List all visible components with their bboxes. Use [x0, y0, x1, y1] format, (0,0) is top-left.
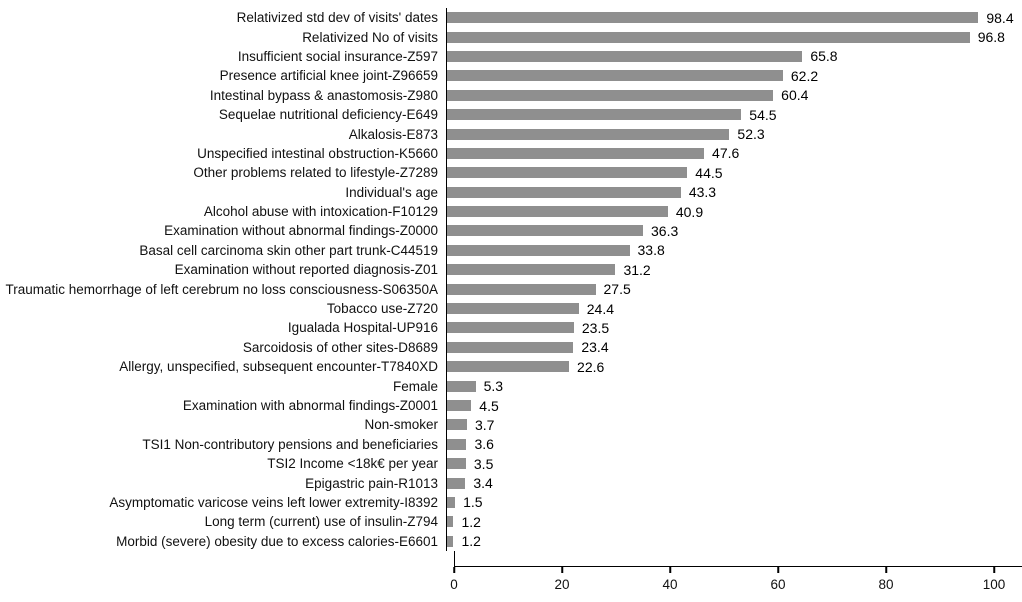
chart-row — [0, 66, 1022, 85]
chart-row — [0, 144, 1022, 163]
bar-cell — [446, 8, 1022, 27]
bar-cell — [446, 532, 1022, 551]
value-label: 5.3 — [483, 378, 504, 395]
bar-cell — [446, 241, 1022, 260]
value-label: 65.8 — [810, 48, 838, 65]
chart-row — [0, 376, 1022, 395]
value-label: 3.5 — [473, 455, 494, 472]
value-label: 98.4 — [986, 9, 1014, 26]
category-label: Examination without reported diagnosis-Z01 — [174, 262, 438, 278]
category-label: Intestinal bypass & anastomosis-Z980 — [209, 87, 438, 103]
bar-cell — [446, 415, 1022, 434]
bar-cell — [446, 163, 1022, 182]
x-tick-label: 60 — [770, 576, 786, 592]
chart-row — [0, 473, 1022, 492]
category-label: Presence artificial knee joint-Z96659 — [219, 68, 438, 84]
x-axis — [0, 566, 1022, 602]
bar — [447, 167, 687, 178]
value-label: 44.5 — [695, 164, 723, 181]
category-label: Examination without abnormal findings-Z0000 — [164, 223, 438, 239]
x-tick — [453, 567, 455, 573]
category-label: Morbid (severe) obesity due to excess calories-E6601 — [116, 533, 438, 549]
bar — [447, 245, 630, 256]
category-label: TSI2 Income <18k€ per year — [267, 456, 438, 472]
bar-cell — [446, 435, 1022, 454]
value-label: 33.8 — [637, 242, 665, 259]
chart-row — [0, 493, 1022, 512]
bar-cell — [446, 338, 1022, 357]
value-label: 23.5 — [581, 319, 610, 336]
x-tick-label: 100 — [982, 576, 1006, 592]
x-axis-spacer — [0, 566, 454, 602]
bar — [447, 497, 455, 508]
x-axis-line — [450, 566, 1022, 602]
chart-row — [0, 260, 1022, 279]
chart-row — [0, 299, 1022, 318]
x-tick-label: 0 — [450, 576, 458, 592]
value-label: 3.7 — [474, 416, 495, 433]
x-tick — [669, 567, 671, 573]
category-label: Examination with abnormal findings-Z0001 — [182, 398, 438, 413]
chart-row — [0, 183, 1022, 202]
value-label: 22.6 — [577, 358, 605, 375]
category-label: Female — [392, 378, 438, 394]
axis-gap — [0, 551, 1022, 566]
value-label: 31.2 — [623, 261, 651, 278]
value-label: 62.2 — [790, 67, 819, 84]
chart-row — [0, 396, 1022, 415]
value-label: 1.2 — [461, 533, 481, 550]
category-label: Basal cell carcinoma skin other part trunk-C44519 — [139, 242, 438, 258]
bar-cell — [446, 473, 1022, 492]
category-label: Igualada Hospital-UP916 — [287, 320, 438, 336]
chart-row — [0, 202, 1022, 221]
y-axis-line — [454, 551, 1022, 566]
bar — [447, 187, 681, 198]
bar-cell — [446, 202, 1022, 221]
x-tick-label: 80 — [878, 576, 894, 592]
value-label: 43.3 — [688, 184, 717, 201]
category-label: TSI1 Non-contributory pensions and beneficiaries — [142, 436, 438, 452]
axis-gap-spacer — [0, 551, 454, 566]
x-tick — [885, 567, 887, 573]
chart-row — [0, 338, 1022, 357]
bar — [447, 109, 741, 120]
chart-row — [0, 435, 1022, 454]
chart-row — [0, 318, 1022, 337]
chart-row — [0, 415, 1022, 434]
bar-cell — [446, 183, 1022, 202]
bar — [447, 264, 615, 275]
bar — [447, 536, 453, 547]
bar-cell — [446, 124, 1022, 143]
x-tick — [993, 567, 995, 573]
value-label: 36.3 — [651, 222, 679, 239]
chart-row — [0, 163, 1022, 182]
category-label: Non-smoker — [364, 417, 438, 433]
bar-cell — [446, 86, 1022, 105]
category-label: Other problems related to lifestyle-Z7289 — [193, 165, 438, 181]
category-label: Tobacco use-Z720 — [326, 301, 438, 317]
value-label: 24.4 — [586, 300, 614, 317]
bar — [447, 478, 465, 489]
bar — [447, 439, 466, 450]
category-label: Individual's age — [345, 184, 438, 200]
chart-row — [0, 86, 1022, 105]
category-label: Relativized std dev of visits' dates — [236, 10, 438, 26]
bar-cell — [446, 299, 1022, 318]
chart-row — [0, 532, 1022, 551]
plot-area — [0, 8, 1022, 551]
category-label: Asymptomatic varicose veins left lower extremity-I8392 — [109, 494, 438, 510]
chart-row — [0, 454, 1022, 473]
bar-cell — [446, 47, 1022, 66]
chart-row — [0, 124, 1022, 143]
category-label: Long term (current) use of insulin-Z794 — [204, 514, 438, 530]
category-label: Unspecified intestinal obstruction-K5660 — [197, 145, 438, 161]
value-label: 27.5 — [603, 281, 631, 298]
chart-row — [0, 221, 1022, 240]
bar-cell — [446, 357, 1022, 376]
bar — [447, 284, 596, 295]
bar-cell — [446, 454, 1022, 473]
bar-cell — [446, 279, 1022, 298]
bar — [447, 322, 574, 333]
bar — [447, 206, 668, 217]
value-label: 47.6 — [712, 145, 740, 162]
category-label: Insufficient social insurance-Z597 — [237, 48, 438, 64]
value-label: 1.5 — [463, 494, 483, 511]
x-tick — [777, 567, 779, 573]
bar — [447, 70, 783, 81]
category-label: Relativized No of visits — [302, 29, 438, 45]
value-label: 3.6 — [474, 436, 494, 453]
bar-cell — [446, 376, 1022, 395]
bar-cell — [446, 318, 1022, 337]
x-tick-label: 20 — [554, 576, 570, 592]
value-label: 60.4 — [781, 87, 809, 104]
bar-cell — [446, 493, 1022, 512]
category-label: Alcohol abuse with intoxication-F10129 — [203, 204, 438, 220]
bar-cell — [446, 66, 1022, 85]
bar — [447, 129, 729, 140]
chart-row — [0, 47, 1022, 66]
x-tick — [561, 567, 563, 573]
chart-row — [0, 241, 1022, 260]
category-label: Traumatic hemorrhage of left cerebrum no loss consciousness-S06350A — [5, 281, 438, 297]
category-label: Sequelae nutritional deficiency-E649 — [218, 107, 438, 123]
category-label: Epigastric pain-R1013 — [305, 475, 438, 491]
bar — [447, 148, 704, 159]
bar — [447, 381, 476, 392]
bar — [447, 12, 978, 23]
bar — [447, 361, 569, 372]
value-label: 4.5 — [479, 397, 499, 414]
bar — [447, 458, 466, 469]
bar-cell — [446, 144, 1022, 163]
value-label: 23.4 — [581, 339, 609, 356]
category-label: Alkalosis-E873 — [348, 126, 438, 142]
bar — [447, 400, 471, 411]
bar — [447, 516, 453, 527]
bar-cell — [446, 221, 1022, 240]
value-label: 40.9 — [675, 203, 704, 220]
bar — [447, 419, 467, 430]
value-label: 3.4 — [473, 475, 493, 492]
value-label: 54.5 — [749, 106, 777, 123]
bar — [447, 342, 573, 353]
chart-row — [0, 357, 1022, 376]
bar-cell — [446, 512, 1022, 531]
bar — [447, 32, 970, 43]
bar — [447, 90, 773, 101]
chart-row — [0, 279, 1022, 298]
value-label: 96.8 — [977, 29, 1005, 46]
chart-row — [0, 512, 1022, 531]
bar-cell — [446, 27, 1022, 46]
chart-row — [0, 8, 1022, 27]
chart-row — [0, 27, 1022, 46]
bar-cell — [446, 396, 1022, 415]
bar-cell — [446, 105, 1022, 124]
category-label: Sarcoidosis of other sites-D8689 — [242, 339, 438, 355]
chart-row — [0, 105, 1022, 124]
bar — [447, 51, 802, 62]
bar — [447, 303, 579, 314]
category-label: Allergy, unspecified, subsequent encounter-T7840XD — [119, 359, 438, 375]
bar — [447, 225, 643, 236]
value-label: 52.3 — [737, 126, 765, 143]
value-label: 1.2 — [461, 513, 481, 530]
x-tick-label: 40 — [662, 576, 678, 592]
bar-cell — [446, 260, 1022, 279]
